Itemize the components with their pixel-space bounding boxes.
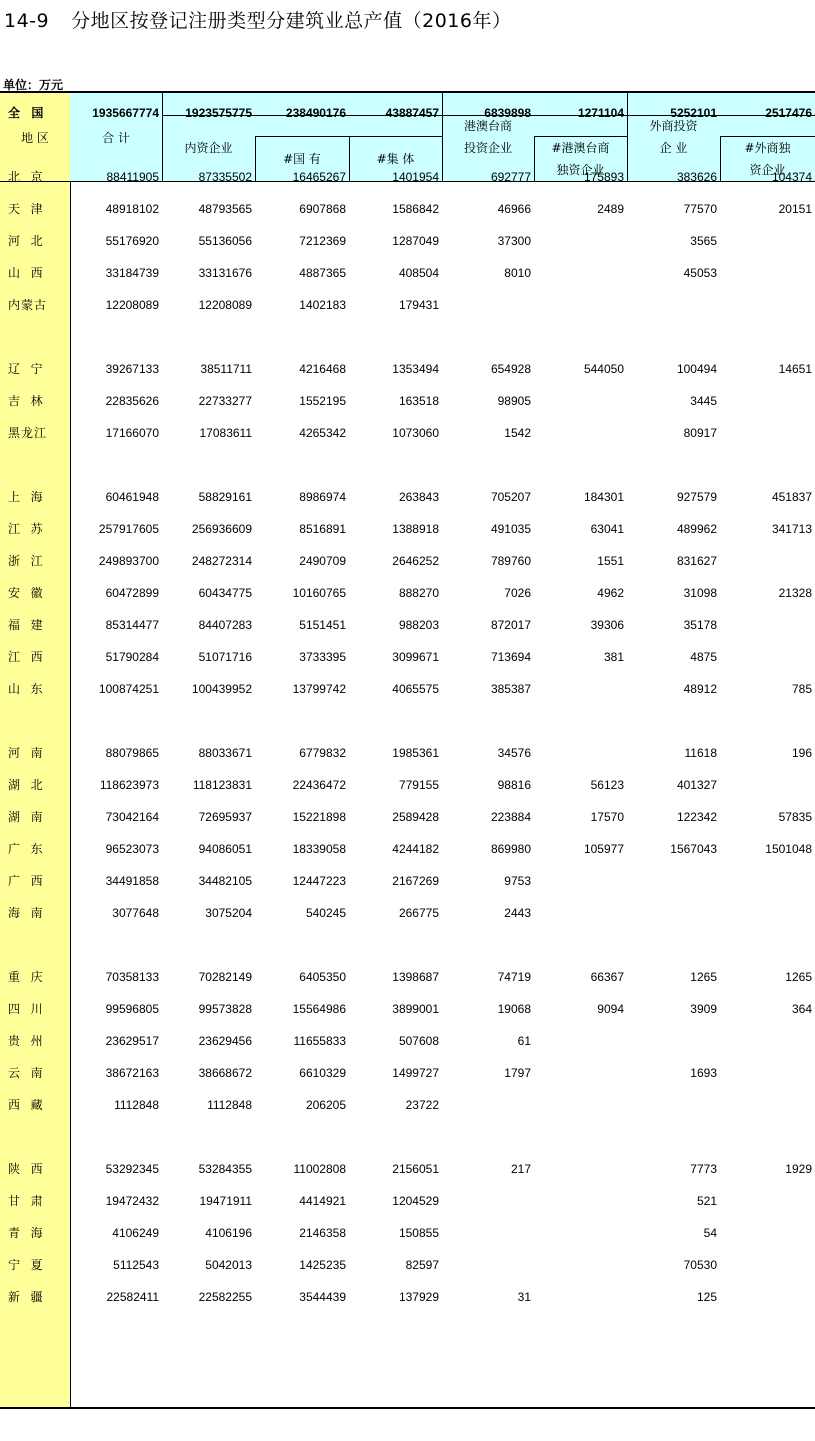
- cell-domestic: 19471911: [199, 1194, 252, 1208]
- cell-collective: 150855: [398, 1226, 439, 1240]
- cell-foreign: 48912: [683, 682, 717, 696]
- cell-hmt-sole: 1551: [597, 554, 624, 568]
- cell-state: 13799742: [292, 682, 346, 696]
- cell-state: 6405350: [299, 970, 346, 984]
- table-row: [0, 961, 815, 993]
- cell-state: 2490709: [299, 554, 346, 568]
- region-name: 吉 林: [8, 394, 44, 408]
- table-row: [0, 641, 815, 673]
- cell-foreign-sole: 451837: [771, 490, 812, 504]
- cell-foreign-sole: 14651: [778, 362, 812, 376]
- region-name: 全 国: [8, 106, 45, 120]
- cell-hmt-sole: 17570: [590, 810, 624, 824]
- cell-domestic: 256936609: [191, 522, 252, 536]
- cell-domestic: 60434775: [198, 586, 252, 600]
- cell-collective: 1586842: [392, 202, 439, 216]
- table-row: [0, 289, 815, 321]
- cell-hmt-sole: 184301: [583, 490, 624, 504]
- region-name: 江 苏: [8, 522, 44, 536]
- region-name: 江 西: [8, 650, 44, 664]
- cell-collective: 1073060: [392, 426, 439, 440]
- cell-hmt: 713694: [490, 650, 531, 664]
- table-row: [0, 193, 815, 225]
- region-name: 内蒙古: [8, 298, 48, 312]
- region-name: 辽 宁: [8, 362, 44, 376]
- cell-foreign: 54: [703, 1226, 717, 1240]
- cell-state: 3544439: [299, 1290, 346, 1304]
- cell-collective: 1287049: [392, 234, 439, 248]
- cell-hmt-sole: 39306: [590, 618, 624, 632]
- cell-collective: 163518: [398, 394, 439, 408]
- cell-foreign-sole: 104374: [771, 170, 812, 184]
- cell-hmt: 8010: [504, 266, 531, 280]
- header-foreign-sole-line2: 资企业: [749, 163, 786, 177]
- cell-domestic: 5042013: [205, 1258, 252, 1272]
- cell-state: 4265342: [299, 426, 346, 440]
- table-row: [0, 577, 815, 609]
- table-row: [0, 897, 815, 929]
- cell-domestic: 88033671: [198, 746, 252, 760]
- cell-state: 540245: [305, 906, 346, 920]
- region-name: 广 东: [8, 842, 44, 856]
- cell-domestic: 23629456: [198, 1034, 252, 1048]
- cell-state: 1552195: [299, 394, 346, 408]
- header-hmt-sole-line2: 独资企业: [556, 163, 605, 177]
- cell-state: 8516891: [299, 522, 346, 536]
- region-name: 青 海: [8, 1226, 44, 1240]
- cell-domestic: 72695937: [198, 810, 252, 824]
- cell-state: 16465267: [292, 170, 346, 184]
- cell-total: 12208089: [105, 298, 159, 312]
- cell-total: 88411905: [106, 170, 159, 184]
- cell-foreign-sole: 57835: [778, 810, 812, 824]
- header-region: 地 区: [21, 131, 49, 145]
- cell-hmt: 19068: [497, 1002, 531, 1016]
- cell-total: 88079865: [105, 746, 159, 760]
- cell-collective: 507608: [398, 1034, 439, 1048]
- cell-foreign-sole: 21328: [778, 586, 812, 600]
- cell-foreign: 125: [696, 1290, 717, 1304]
- table-row: [0, 353, 815, 385]
- cell-state: 11002808: [293, 1162, 346, 1176]
- cell-collective: 266775: [398, 906, 439, 920]
- cell-foreign-sole: 20151: [778, 202, 812, 216]
- cell-state: 6907868: [299, 202, 346, 216]
- region-name: 浙 江: [8, 554, 44, 568]
- cell-total: 17166070: [105, 426, 159, 440]
- cell-total: 33184739: [105, 266, 159, 280]
- cell-hmt: 1542: [504, 426, 531, 440]
- cell-collective: 779155: [398, 778, 439, 792]
- cell-collective: 1204529: [392, 1194, 439, 1208]
- table-row: [0, 1025, 815, 1057]
- cell-total: 19472432: [105, 1194, 159, 1208]
- cell-collective: 888270: [398, 586, 439, 600]
- cell-foreign: 927579: [676, 490, 717, 504]
- cell-foreign: 35178: [683, 618, 717, 632]
- region-name: 四 川: [8, 1002, 44, 1016]
- cell-collective: 988203: [398, 618, 439, 632]
- cell-hmt-sole: 4962: [597, 586, 624, 600]
- cell-total: 257917605: [98, 522, 159, 536]
- cell-total: 1935667774: [92, 106, 159, 120]
- cell-state: 10160765: [292, 586, 346, 600]
- cell-hmt-sole: 381: [603, 650, 624, 664]
- cell-total: 96523073: [105, 842, 159, 856]
- cell-collective: 43887457: [385, 106, 439, 120]
- cell-collective: 23722: [405, 1098, 439, 1112]
- region-name: 湖 北: [8, 778, 44, 792]
- region-name: 福 建: [8, 618, 44, 632]
- cell-foreign: 489962: [676, 522, 717, 536]
- cell-state: 4887365: [299, 266, 346, 280]
- cell-total: 4106249: [112, 1226, 159, 1240]
- cell-collective: 1985361: [392, 746, 439, 760]
- header-foreign-line2: 企 业: [659, 141, 688, 155]
- table-row: [0, 1249, 815, 1281]
- cell-hmt-sole: 63041: [590, 522, 624, 536]
- cell-foreign: 1265: [690, 970, 717, 984]
- table-row: [0, 1057, 815, 1089]
- header-foreign-line1: 外商投资: [649, 119, 698, 133]
- cell-foreign-sole: 364: [791, 1002, 812, 1016]
- cell-hmt: 1797: [504, 1066, 531, 1080]
- cell-hmt: 491035: [490, 522, 531, 536]
- cell-collective: 2167269: [392, 874, 439, 888]
- cell-foreign: 831627: [676, 554, 717, 568]
- header-state-owned: #国 有: [283, 152, 321, 166]
- cell-hmt: 789760: [490, 554, 531, 568]
- cell-hmt: 9753: [504, 874, 531, 888]
- cell-hmt: 46966: [497, 202, 531, 216]
- cell-hmt-sole: 175893: [583, 170, 624, 184]
- cell-collective: 179431: [398, 298, 439, 312]
- table-row: [0, 225, 815, 257]
- cell-foreign: 4875: [690, 650, 717, 664]
- table-row: [0, 801, 815, 833]
- header-foreign-sole-line1: #外商独: [744, 141, 791, 155]
- table-row: [0, 513, 815, 545]
- cell-foreign: 1693: [690, 1066, 717, 1080]
- cell-domestic: 55136056: [198, 234, 252, 248]
- cell-collective: 1353494: [392, 362, 439, 376]
- cell-total: 51790284: [105, 650, 159, 664]
- cell-state: 12447223: [292, 874, 346, 888]
- cell-collective: 3899001: [392, 1002, 439, 1016]
- cell-foreign: 3909: [690, 1002, 717, 1016]
- cell-domestic: 100439952: [191, 682, 252, 696]
- table-row: [0, 385, 815, 417]
- cell-domestic: 70282149: [198, 970, 252, 984]
- cell-foreign: 80917: [683, 426, 717, 440]
- cell-collective: 4244182: [392, 842, 439, 856]
- cell-domestic: 3075204: [205, 906, 252, 920]
- cell-collective: 1398687: [392, 970, 439, 984]
- cell-foreign-sole: 1501048: [765, 842, 812, 856]
- cell-hmt: 869980: [490, 842, 531, 856]
- cell-foreign: 31098: [683, 586, 717, 600]
- cell-hmt: 705207: [490, 490, 531, 504]
- cell-total: 85314477: [105, 618, 159, 632]
- cell-state: 22436472: [292, 778, 346, 792]
- cell-foreign-sole: 1929: [785, 1162, 812, 1176]
- region-name: 天 津: [8, 202, 44, 216]
- region-name: 湖 南: [8, 810, 44, 824]
- cell-hmt: 31: [517, 1290, 531, 1304]
- cell-state: 238490176: [285, 106, 346, 120]
- region-name: 贵 州: [8, 1034, 44, 1048]
- cell-hmt: 61: [517, 1034, 531, 1048]
- unit-label: 单位：万元: [3, 78, 64, 92]
- table-row: [0, 865, 815, 897]
- table-row: [0, 769, 815, 801]
- cell-state: 7212369: [299, 234, 346, 248]
- cell-foreign: 5252101: [670, 106, 717, 120]
- cell-total: 1112848: [114, 1098, 159, 1112]
- region-name: 西 藏: [8, 1098, 44, 1112]
- cell-foreign-sole: 2517476: [765, 106, 812, 120]
- region-name: 山 西: [8, 266, 44, 280]
- cell-total: 100874251: [98, 682, 159, 696]
- cell-foreign-sole: 341713: [771, 522, 812, 536]
- table-row: [0, 417, 815, 449]
- region-name: 云 南: [8, 1066, 44, 1080]
- region-name: 山 东: [8, 682, 44, 696]
- cell-total: 70358133: [105, 970, 159, 984]
- cell-domestic: 17083611: [199, 426, 252, 440]
- cell-foreign-sole: 196: [791, 746, 812, 760]
- table-row: [0, 545, 815, 577]
- region-name: 海 南: [8, 906, 44, 920]
- cell-state: 6779832: [299, 746, 346, 760]
- cell-total: 60461948: [105, 490, 159, 504]
- cell-domestic: 38511711: [200, 362, 252, 376]
- cell-total: 55176920: [105, 234, 159, 248]
- cell-hmt: 37300: [497, 234, 531, 248]
- table-row: [0, 1089, 815, 1121]
- cell-hmt: 217: [510, 1162, 531, 1176]
- cell-foreign: 70530: [683, 1258, 717, 1272]
- cell-collective: 82597: [405, 1258, 439, 1272]
- cell-collective: 4065575: [392, 682, 439, 696]
- cell-foreign: 11618: [684, 746, 717, 760]
- cell-hmt-sole: 1271104: [577, 106, 624, 120]
- header-rule: [255, 136, 442, 137]
- cell-collective: 2646252: [392, 554, 439, 568]
- cell-hmt-sole: 2489: [597, 202, 624, 216]
- cell-total: 23629517: [105, 1034, 159, 1048]
- region-name: 新 疆: [8, 1290, 44, 1304]
- cell-foreign-sole: 785: [791, 682, 812, 696]
- cell-state: 206205: [305, 1098, 346, 1112]
- cell-hmt: 7026: [504, 586, 531, 600]
- cell-hmt: 385387: [490, 682, 531, 696]
- region-name: 河 北: [8, 234, 44, 248]
- cell-domestic: 34482105: [198, 874, 252, 888]
- cell-collective: 263843: [398, 490, 439, 504]
- cell-domestic: 38668672: [198, 1066, 252, 1080]
- region-name: 河 南: [8, 746, 44, 760]
- region-name: 安 徽: [8, 586, 44, 600]
- region-name: 北 京: [8, 170, 44, 184]
- region-name: 甘 肃: [8, 1194, 44, 1208]
- cell-domestic: 248272314: [191, 554, 252, 568]
- cell-foreign: 521: [696, 1194, 717, 1208]
- cell-total: 249893700: [98, 554, 159, 568]
- region-name: 上 海: [8, 490, 44, 504]
- cell-hmt: 98905: [497, 394, 531, 408]
- cell-foreign: 122342: [676, 810, 717, 824]
- table-row: [0, 1217, 815, 1249]
- table-row: [0, 1281, 815, 1313]
- cell-state: 3733395: [299, 650, 346, 664]
- table-row: [0, 1153, 815, 1185]
- cell-foreign: 383626: [676, 170, 717, 184]
- cell-collective: 137929: [398, 1290, 439, 1304]
- cell-total: 73042164: [105, 810, 159, 824]
- cell-hmt: 2443: [504, 906, 531, 920]
- cell-domestic: 118123831: [192, 778, 252, 792]
- cell-hmt-sole: 105977: [583, 842, 624, 856]
- table-row: [0, 833, 815, 865]
- table-row: [0, 161, 815, 193]
- cell-domestic: 48793565: [198, 202, 252, 216]
- table-row: [0, 673, 815, 705]
- cell-total: 39267133: [105, 362, 159, 376]
- cell-domestic: 22733277: [198, 394, 252, 408]
- cell-total: 99596805: [105, 1002, 159, 1016]
- cell-state: 5151451: [299, 618, 346, 632]
- cell-domestic: 22582255: [198, 1290, 252, 1304]
- cell-state: 8986974: [299, 490, 346, 504]
- cell-state: 1402183: [299, 298, 346, 312]
- cell-hmt: 74719: [497, 970, 531, 984]
- cell-state: 1425235: [299, 1258, 346, 1272]
- cell-state: 2146358: [299, 1226, 346, 1240]
- cell-foreign: 7773: [690, 1162, 717, 1176]
- region-name: 重 庆: [8, 970, 44, 984]
- cell-domestic: 1112848: [207, 1098, 252, 1112]
- table-row: [0, 737, 815, 769]
- table-title: 分地区按登记注册类型分建筑业总产值（2016年）: [71, 10, 512, 32]
- cell-domestic: 53284355: [198, 1162, 252, 1176]
- region-name: 宁 夏: [8, 1258, 44, 1272]
- table-row: [0, 1185, 815, 1217]
- cell-domestic: 12208089: [198, 298, 252, 312]
- cell-foreign: 3445: [690, 394, 717, 408]
- cell-domestic: 51071716: [198, 650, 252, 664]
- table-row: [0, 609, 815, 641]
- cell-hmt: 692777: [490, 170, 531, 184]
- cell-domestic: 94086051: [198, 842, 252, 856]
- cell-total: 34491858: [105, 874, 159, 888]
- cell-state: 4414921: [299, 1194, 346, 1208]
- cell-foreign-sole: 1265: [785, 970, 812, 984]
- table-row: [0, 481, 815, 513]
- table-row: [0, 257, 815, 289]
- cell-hmt: 98816: [497, 778, 531, 792]
- region-name: 广 西: [8, 874, 44, 888]
- header-hmt-line2: 投资企业: [463, 141, 512, 155]
- cell-foreign: 3565: [690, 234, 717, 248]
- cell-domestic: 99573828: [198, 1002, 252, 1016]
- cell-collective: 2589428: [392, 810, 439, 824]
- cell-collective: 3099671: [392, 650, 439, 664]
- cell-collective: 408504: [398, 266, 439, 280]
- cell-collective: 1388918: [392, 522, 439, 536]
- header-domestic: 内资企业: [184, 141, 233, 155]
- cell-hmt: 654928: [490, 362, 531, 376]
- header-hmt-sole-line1: #港澳台商: [551, 141, 610, 155]
- cell-hmt-sole: 9094: [597, 1002, 624, 1016]
- cell-domestic: 87335502: [198, 170, 252, 184]
- cell-domestic: 33131676: [198, 266, 252, 280]
- page-title: [4, 6, 511, 33]
- cell-total: 48918102: [105, 202, 159, 216]
- cell-hmt: 34576: [497, 746, 531, 760]
- cell-state: 15564986: [292, 1002, 346, 1016]
- cell-hmt: 872017: [490, 618, 531, 632]
- cell-total: 60472899: [105, 586, 159, 600]
- cell-domestic: 4106196: [205, 1226, 252, 1240]
- cell-foreign: 45053: [683, 266, 717, 280]
- cell-hmt-sole: 544050: [583, 362, 624, 376]
- cell-state: 11655833: [293, 1034, 346, 1048]
- cell-total: 53292345: [105, 1162, 159, 1176]
- cell-foreign: 77570: [683, 202, 717, 216]
- cell-foreign: 100494: [676, 362, 717, 376]
- cell-foreign: 1567043: [670, 842, 717, 856]
- cell-total: 38672163: [105, 1066, 159, 1080]
- cell-hmt-sole: 66367: [590, 970, 624, 984]
- region-name: 陕 西: [8, 1162, 44, 1176]
- cell-total: 3077648: [112, 906, 159, 920]
- header-hmt-line1: 港澳台商: [463, 119, 512, 133]
- cell-total: 22835626: [105, 394, 159, 408]
- table-number: 14-9: [4, 10, 50, 32]
- data-table: [0, 91, 815, 1409]
- header-total: 合 计: [102, 131, 130, 145]
- cell-state: 6610329: [299, 1066, 346, 1080]
- cell-domestic: 58829161: [198, 490, 252, 504]
- cell-hmt-sole: 56123: [590, 778, 624, 792]
- cell-collective: 2156051: [392, 1162, 439, 1176]
- cell-foreign: 401327: [676, 778, 717, 792]
- cell-domestic: 1923575775: [185, 106, 252, 120]
- cell-total: 22582411: [106, 1290, 159, 1304]
- cell-domestic: 84407283: [198, 618, 252, 632]
- cell-hmt: 6839898: [484, 106, 531, 120]
- cell-total: 5112543: [113, 1258, 159, 1272]
- table-row-national: [0, 97, 815, 129]
- table-row: [0, 993, 815, 1025]
- cell-state: 4216468: [299, 362, 346, 376]
- header-collective: #集 体: [376, 152, 415, 166]
- region-name: 黑龙江: [8, 426, 48, 440]
- cell-total: 118623973: [99, 778, 159, 792]
- cell-state: 15221898: [292, 810, 346, 824]
- cell-collective: 1401954: [392, 170, 439, 184]
- cell-collective: 1499727: [392, 1066, 439, 1080]
- cell-state: 18339058: [292, 842, 346, 856]
- cell-hmt: 223884: [490, 810, 531, 824]
